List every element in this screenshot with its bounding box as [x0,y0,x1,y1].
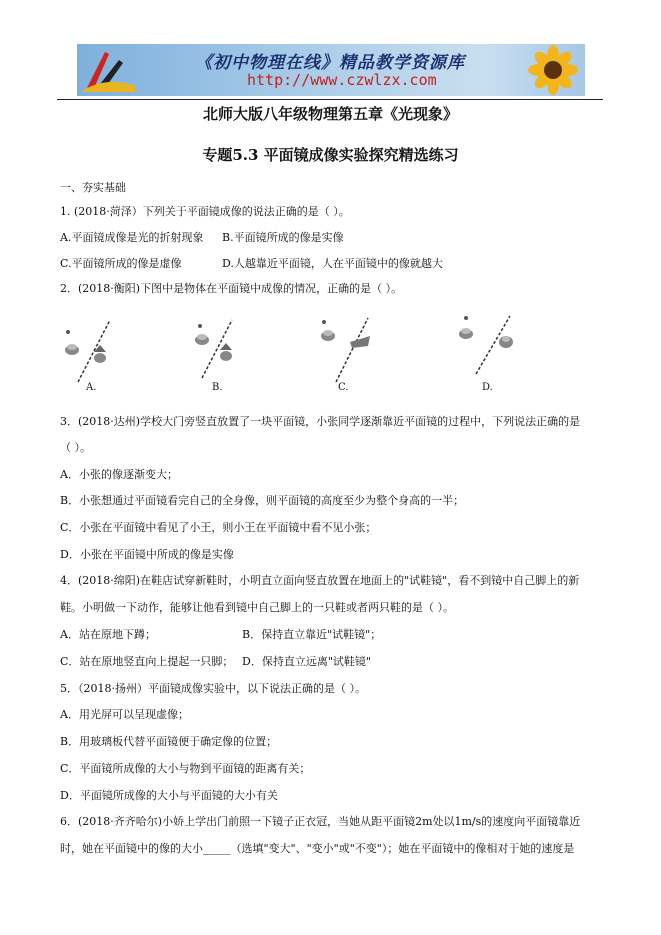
q1-option-b: B.平面镜所成的像是实像 [222,231,344,244]
header-rule [57,99,603,100]
figure-b-diagram [184,312,284,402]
q4-stem-line2: 鞋。小明做一下动作，能够让他看到镜中自己脚上的一只鞋或者两只鞋的是（ ）。 [60,601,454,614]
doc-title: 北师大版八年级物理第五章《光现象》 [202,105,458,123]
q5-stem: 5．（2018·扬州）平面镜成像实验中，以下说法正确的是（ ）。 [60,682,366,695]
logo-icon [79,46,139,94]
q3-option-b: B．小张想通过平面镜看完自己的全身像，则平面镜的高度至少为整个身高的一半； [60,494,465,507]
q4-option-a: A．站在原地下蹲； [60,628,156,641]
section-heading: 一、夯实基础 [60,181,126,194]
q4-option-c: C．站在原地竖直向上提起一只脚； [60,655,234,668]
q5-option-a: A．用光屏可以呈现虚像； [60,708,189,721]
q3-stem-line2: （ ）。 [60,441,91,454]
figure-d [452,312,552,402]
header-banner [77,44,585,96]
q1-option-a: A.平面镜成像是光的折射现象 [60,231,204,244]
figure-b-label: B. [212,382,223,393]
q1-option-d: D.人越靠近平面镜，人在平面镜中的像就越大 [222,257,443,270]
q3-option-c: C．小张在平面镜中看见了小王，则小王在平面镜中看不见小张； [60,521,377,534]
q2-figures [60,312,530,402]
q5-option-b: B．用玻璃板代替平面镜便于确定像的位置； [60,735,278,748]
sunflower-icon [509,44,585,96]
figure-a-label: A. [86,382,97,393]
figure-c-label: C. [338,382,349,393]
q1-option-c: C.平面镜所成的像是虚像 [60,257,182,270]
q3-stem-line1: 3．(2018·达州)学校大门旁竖直放置了一块平面镜，小张同学逐渐靠近平面镜的过程中，下列说法正确的是 [60,415,581,428]
doc-subtitle: 专题5.3 平面镜成像实验探究精选练习 [202,146,459,164]
q6-line2: 时，她在平面镜中的像的大小_____（选填"变大"、"变小"或"不变"）；她在平面镜中的像相对于她的速度是 [60,842,575,855]
q1-stem: 1. (2018·菏泽）下列关于平面镜成像的说法正确的是（ ）。 [60,205,350,218]
q3-option-a: A．小张的像逐渐变大； [60,468,178,481]
q4-stem-line1: 4．(2018·绵阳)在鞋店试穿新鞋时，小明直立面向竖直放置在地面上的"试鞋镜"，看不到镜中自己脚上的新 [60,574,580,587]
figure-d-label: D. [482,382,493,393]
figure-c [314,312,414,402]
figure-b [184,312,284,402]
q3-option-d: D．小张在平面镜中所成的像是实像 [60,548,234,561]
q2-stem: 2．(2018·衡阳)下图中是物体在平面镜中成像的情况，正确的是（ ）。 [60,282,403,295]
banner-title: 《初中物理在线》精品教学资源库 [195,53,465,73]
figure-a [60,312,160,402]
q6-line1: 6．(2018·齐齐哈尔)小娇上学出门前照一下镜子正衣冠，当她从距平面镜2m处以1m/s的速度向平面镜靠近 [60,815,581,828]
figure-d-diagram [452,312,552,402]
q4-option-d: D．保持直立远离"试鞋镜" [242,655,371,668]
banner-url: http://www.czwlzx.com [247,71,437,89]
figure-c-diagram [314,312,414,402]
q5-option-c: C．平面镜所成像的大小与物到平面镜的距离有关； [60,762,311,775]
q5-option-d: D．平面镜所成像的大小与平面镜的大小有关 [60,789,278,802]
figure-a-diagram [60,312,160,402]
q4-option-b: B．保持直立靠近"试鞋镜"； [242,628,382,641]
